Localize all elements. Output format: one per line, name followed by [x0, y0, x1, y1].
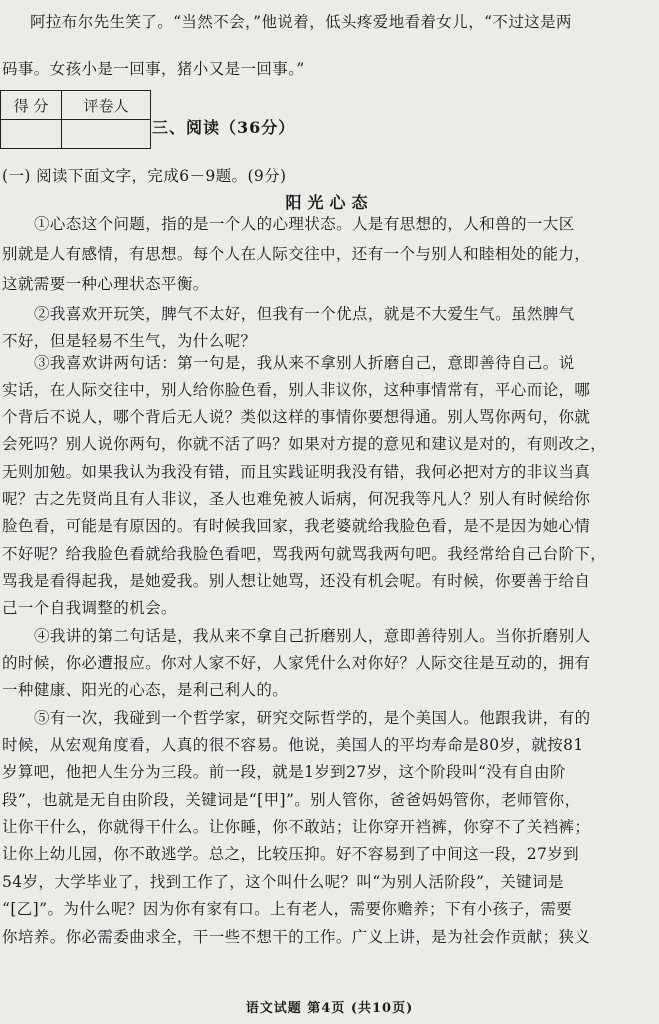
body-line: 脸色看，可能是有原因的。有时候我回家，我老婆就给我脸色看，是不是因为她心情	[2, 517, 591, 535]
body-line: 己一个自我调整的机会。	[2, 599, 177, 617]
grader-header: 评卷人	[62, 91, 151, 120]
body-line: 岁算吧，他把人生分为三段。前一段，就是1岁到27岁，这个阶段叫“没有自由阶	[2, 763, 566, 781]
score-table	[0, 90, 151, 149]
body-line: 这就需要一种心理状态平衡。	[2, 275, 209, 293]
body-line: 无则加勉。如果我认为我没有错，而且实践证明我没有错，我何必把对方的非议当真	[2, 463, 591, 481]
intro-line-2: 码事。女孩小是一回事，猪小又是一回事。”	[2, 60, 305, 78]
body-line: 会死吗？别人说你两句，你就不活了吗？如果对方提的意见和建议是对的，有则改之，	[2, 435, 607, 453]
grader-cell	[62, 120, 151, 149]
body-line: 呢？古之先贤尚且有人非议，圣人也难免被人诟病，何况我等凡人？别人有时候给你	[2, 490, 591, 508]
body-line: 的时候，你必遭报应。你对人家不好，人家凭什么对你好？人际交往是互动的，拥有	[2, 654, 591, 672]
section-title: 三、阅读（36分）	[152, 118, 296, 137]
body-line: 实话，在人际交往中，别人给你脸色看，别人非议你，这种事情常有，平心而论，哪	[2, 381, 591, 399]
body-line: 时候，从宏观角度看，人真的很不容易。他说，美国人的平均寿命是80岁，就按81	[2, 736, 584, 754]
body-line: 不好呢？给我脸色看就给我脸色看吧，骂我两句就骂我两句吧。我经常给自己台阶下，	[2, 545, 607, 563]
score-cell	[1, 120, 62, 149]
body-line: 54岁，大学毕业了，找到工作了，这个叫什么呢？叫“为别人活阶段”，关键词是	[2, 873, 564, 891]
subsection-title: (一) 阅读下面文字，完成6－9题。(9分)	[2, 167, 287, 185]
body-line: 让你上幼儿园，你不敢逃学。总之，比较压抑。好不容易到了中间这一段，27岁到	[2, 845, 580, 863]
body-line: 段”，也就是无自由阶段，关键词是“[甲]”。别人管你，爸爸妈妈管你，老师管你，	[2, 791, 581, 809]
body-line: 让你干什么，你就得干什么。让你睡，你不敢站；让你穿开裆裤，你穿不了关裆裤；	[2, 818, 591, 836]
body-line: ④我讲的第二句话是，我从来不拿自己折磨别人，意即善待别人。当你折磨别人	[34, 627, 591, 645]
body-line: ⑤有一次，我碰到一个哲学家，研究交际哲学的，是个美国人。他跟我讲，有的	[34, 709, 591, 727]
body-line: 别就是人有感情，有思想。每个人在人际交往中，还有一个与别人和睦相处的能力，	[2, 245, 591, 263]
body-line: ①心态这个问题，指的是一个人的心理状态。人是有思想的，人和兽的一大区	[34, 215, 575, 233]
score-header: 得 分	[1, 91, 62, 120]
body-line: ②我喜欢开玩笑，脾气不太好，但我有一个优点，就是不大爱生气。虽然脾气	[34, 305, 575, 323]
body-line: ③我喜欢讲两句话：第一句是，我从来不拿别人折磨自己，意即善待自己。说	[34, 354, 575, 372]
page-footer: 语文试题 第4页 (共10页)	[245, 1001, 414, 1016]
article-title: 阳光心态	[285, 193, 374, 212]
body-line: 骂我是看得起我，是她爱我。别人想让她骂，还没有机会呢。有时候，你要善于给自	[2, 572, 591, 590]
body-line: 一种健康、阳光的心态，是利己利人的。	[2, 681, 289, 699]
intro-line-1: 阿拉布尔先生笑了。“当然不会，”他说着，低头疼爱地看着女儿，“不过这是两	[30, 13, 572, 31]
body-line: “[乙]”。为什么呢？因为你有家有口。上有老人，需要你赡养；下有小孩子，需要	[2, 900, 573, 918]
body-line: 不好，但是轻易不生气，为什么呢？	[2, 332, 257, 350]
body-line: 个背后不说人，哪个背后无人说？类似这样的事情你要想得通。别人骂你两句，你就	[2, 408, 591, 426]
body-line: 你培养。你必需委曲求全，干一些不想干的工作。广义上讲，是为社会作贡献；狭义	[2, 928, 591, 946]
